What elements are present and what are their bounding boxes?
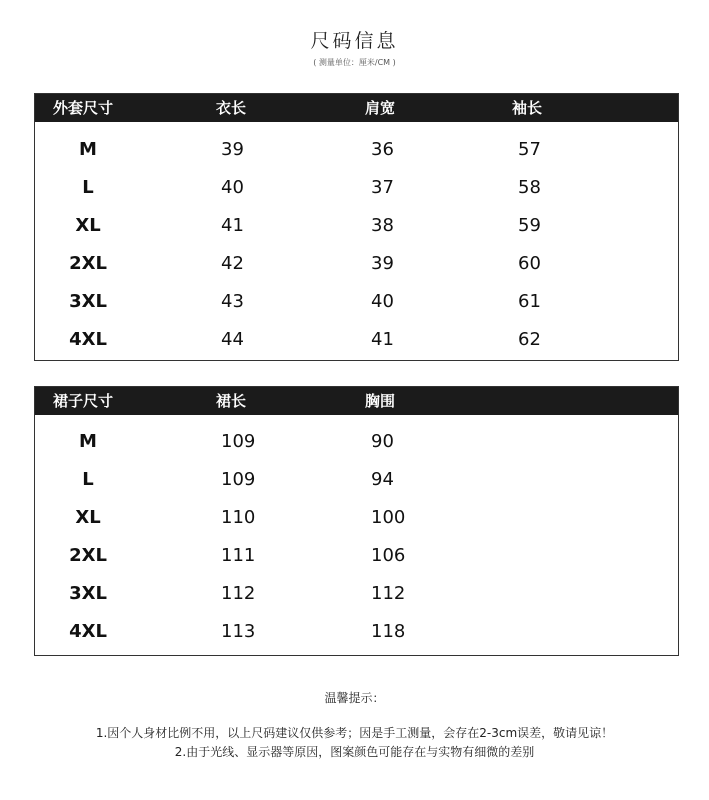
bust-cell: 94 <box>371 469 394 490</box>
size-cell: 3XL <box>69 583 107 604</box>
table-row <box>35 283 678 321</box>
table-row <box>35 499 678 537</box>
shoulder-cell: 36 <box>371 139 394 160</box>
bust-cell: 106 <box>371 545 406 566</box>
table-row <box>35 321 678 359</box>
bust-cell: 112 <box>371 583 406 604</box>
size-cell: 2XL <box>69 253 107 274</box>
page-title: 尺码信息 <box>310 30 399 52</box>
shoulder-cell: 40 <box>371 291 394 312</box>
length-cell: 42 <box>221 253 244 274</box>
table-row <box>35 423 678 461</box>
bust-cell: 90 <box>371 431 394 452</box>
header-shoulder-width: 肩宽 <box>365 99 396 117</box>
shoulder-cell: 38 <box>371 215 394 236</box>
header-skirt-length: 裙长 <box>216 392 247 410</box>
sleeve-cell: 58 <box>518 177 541 198</box>
table-row <box>35 613 678 651</box>
sleeve-cell: 62 <box>518 329 541 350</box>
size-cell: XL <box>75 215 101 236</box>
shoulder-cell: 37 <box>371 177 394 198</box>
sleeve-cell: 57 <box>518 139 541 160</box>
table-row <box>35 461 678 499</box>
header-bust: 胸围 <box>365 392 396 410</box>
measurement-unit-note: ( 测量单位：厘米/CM ) <box>313 58 396 67</box>
coat-table-body <box>35 122 678 359</box>
skirt-length-cell: 110 <box>221 507 256 528</box>
tip-line-1: 1.因个人身材比例不用，以上尺码建议仅供参考；因是手工测量，会存在2-3cm误差，敬请见谅！ <box>95 726 614 740</box>
length-cell: 39 <box>221 139 244 160</box>
shoulder-cell: 39 <box>371 253 394 274</box>
header-coat-size: 外套尺寸 <box>53 99 114 117</box>
skirt-length-cell: 109 <box>221 469 256 490</box>
header-skirt-size: 裙子尺寸 <box>53 392 114 410</box>
skirt-size-table <box>34 386 679 656</box>
table-row <box>35 207 678 245</box>
table-row <box>35 537 678 575</box>
header-sleeve-length: 袖长 <box>512 99 543 117</box>
size-cell: M <box>79 139 97 160</box>
skirt-length-cell: 113 <box>221 621 256 642</box>
size-cell: L <box>82 177 94 198</box>
sleeve-cell: 59 <box>518 215 541 236</box>
size-cell: M <box>79 431 97 452</box>
tips-section <box>0 690 709 762</box>
skirt-table-body <box>35 415 678 651</box>
size-cell: 2XL <box>69 545 107 566</box>
coat-table-header <box>35 94 678 122</box>
size-cell: 4XL <box>69 329 107 350</box>
size-cell: XL <box>75 507 101 528</box>
size-cell: 4XL <box>69 621 107 642</box>
table-row <box>35 575 678 613</box>
skirt-table-header <box>35 387 678 415</box>
length-cell: 41 <box>221 215 244 236</box>
length-cell: 40 <box>221 177 244 198</box>
header-length: 衣长 <box>216 99 247 117</box>
skirt-length-cell: 111 <box>221 545 256 566</box>
bust-cell: 100 <box>371 507 406 528</box>
page-header <box>0 28 709 68</box>
skirt-length-cell: 109 <box>221 431 256 452</box>
tip-line-2: 2.由于光线、显示器等原因，图案颜色可能存在与实物有细微的差别 <box>174 745 535 759</box>
size-cell: L <box>82 469 94 490</box>
length-cell: 43 <box>221 291 244 312</box>
bust-cell: 118 <box>371 621 406 642</box>
sleeve-cell: 61 <box>518 291 541 312</box>
tips-title: 温馨提示： <box>324 691 385 705</box>
table-row <box>35 131 678 169</box>
sleeve-cell: 60 <box>518 253 541 274</box>
coat-size-table <box>34 93 679 361</box>
table-row <box>35 169 678 207</box>
size-cell: 3XL <box>69 291 107 312</box>
shoulder-cell: 41 <box>371 329 394 350</box>
table-row <box>35 245 678 283</box>
length-cell: 44 <box>221 329 244 350</box>
skirt-length-cell: 112 <box>221 583 256 604</box>
